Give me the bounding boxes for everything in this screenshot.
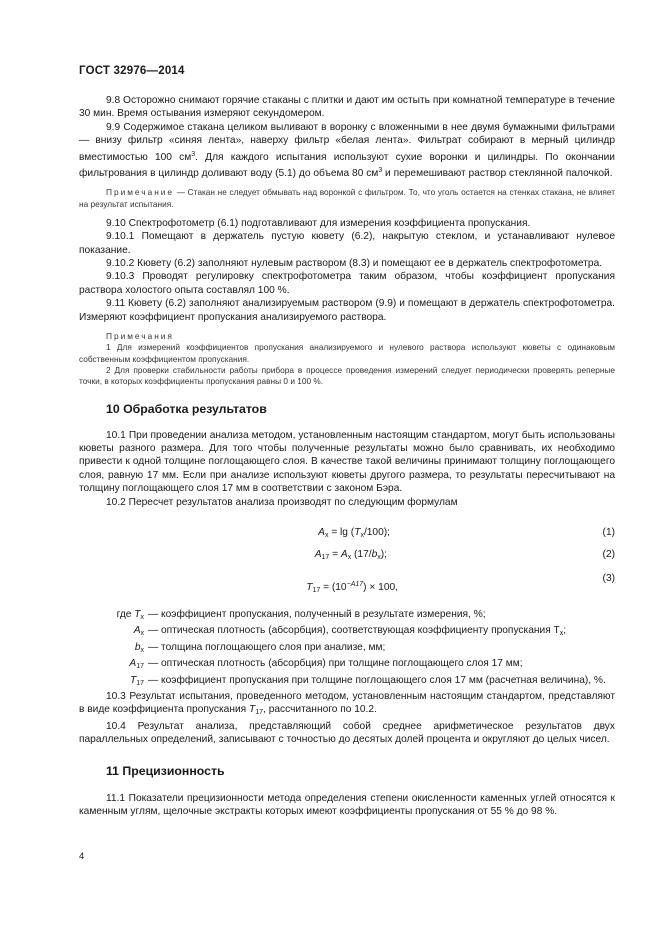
paragraph-10-3: 10.3 Результат испытания, проведенного методом, установленным настоящим стандартом, представляют в виде коэффициента пропускания $T_{17}$, рассчитанного по 10.2.	[79, 690, 615, 717]
paragraph-9-10: 9.10 Спектрофотометр (6.1) подготавливают для измерения коэффициента пропускания.	[106, 217, 531, 229]
formula-3	[79, 572, 615, 600]
paragraph-11-1: 11.1 Показатели прецизионности метода определения степени окисленности каменных углей относятся к каменным углям, щелочные экстракты которых имеют коэффициенты пропускания от 55 % до 98 %.	[79, 793, 615, 818]
paragraph-10-4: 10.4 Результат анализа, представляющий собой среднее арифметическое результатов двух параллельных определений, записывают с точностью до десятых долей процента и округляют до целых чисел.	[79, 720, 615, 746]
formula-3-number: (3)	[602, 572, 615, 584]
paragraph-9-8: 9.8 Осторожно снимают горячие стаканы с плитки и дают им остыть при комнатной температуре в течение 30 мин. Время остывания измеряют секундомером.	[79, 95, 615, 120]
section-11-heading: 11 Прецизионность	[106, 763, 225, 778]
definition-symbol: где $T_x$	[116, 608, 144, 621]
definition-row	[79, 674, 615, 690]
formula-1-expression: $A_x = \lg (T_x/100)$;	[318, 526, 390, 539]
note-text: — Стакан не следует обмывать над воронкой с фильтром. То, что уголь остается на стенках стакана, не влияет на результат испытания.	[79, 187, 615, 209]
definition-symbol: $A_x$	[133, 625, 144, 638]
note-2: 2 Для проверки стабильности работы прибора в процессе проведения измерений следует периодически проверять реперные точки, в которых коэффициенты пропускания равны 0 и 100 %.	[79, 364, 615, 386]
definitions-list	[79, 608, 615, 690]
formula-1	[79, 526, 615, 548]
formula-1-number: (1)	[602, 526, 615, 538]
formula-2-expression: $A_{17} = A_x$ $(17/b_x)$;	[314, 548, 387, 561]
superscript-3: 3	[378, 167, 383, 175]
document-header: ГОСТ 32976—2014	[79, 65, 185, 77]
definition-text: — коэффициент пропускания при толщине поглощающего слоя 17 мм (расчетная величина), %.	[148, 674, 606, 686]
note-1: 1 Для измерений коэффициентов пропускания анализируемого и нулевого раствора используют кюветы с одинаковым собственным коэффициентом пропускания.	[79, 342, 615, 364]
paragraph-9-11: 9.11 Кювету (6.2) заполняют анализируемым раствором (9.9) и помещают в держатель спектрофотометра. Измеряют коэффициент пропускания анализируемого раствора.	[79, 298, 615, 323]
definition-text: — оптическая плотность (абсорбция), соответствующая коэффициенту пропускания $T_x$;	[148, 625, 567, 638]
definition-symbol: $b_x$	[134, 641, 144, 654]
notes-heading: Примечания	[106, 331, 174, 342]
section-10-heading: 10 Обработка результатов	[106, 402, 267, 417]
paragraph-9-9	[79, 121, 615, 181]
notes-label	[79, 331, 615, 342]
paragraph-9-10-3: 9.10.3 Проводят регулировку спектрофотометра таким образом, чтобы коэффициент пропускания раствора холостого опыта составлял 100 %.	[79, 271, 615, 296]
definition-symbol: $A_{17}$	[129, 658, 144, 671]
definition-row	[79, 641, 615, 657]
paragraph-10-2: 10.2 Пересчет результатов анализа производят по следующим формулам	[106, 496, 458, 508]
paragraph-9-9-part-c: и перемешивают раствор стеклянной палочкой.	[382, 168, 613, 180]
definition-row	[79, 624, 615, 640]
paragraph-9-9-part-b: . Для каждого испытания используют сухие воронки и цилиндры. По окончании фильтрования в цилиндр доливают воду (5.1) до объема 80 см	[79, 151, 615, 180]
definition-row	[79, 608, 615, 624]
paragraph-9-10-1: 9.10.1 Помещают в держатель пустую кювету (6.2), накрытую стеклом, и устанавливают нулевое показание.	[79, 231, 615, 256]
formula-3-expression: $T_{17} = (10^{-A17}) \times 100$,	[306, 580, 398, 594]
definition-text: — толщина поглощающего слоя при анализе, мм;	[148, 641, 386, 653]
page-content	[79, 94, 615, 819]
note-label: Примечание	[106, 187, 175, 198]
definition-symbol: $T_{17}$	[129, 674, 144, 687]
note-9-9	[79, 187, 615, 209]
paragraph-9-9-part-a: 9.9 Содержимое стакана целиком выливают в воронку с вложенными в нее двумя бумажными фильтрами — внизу фильтр «синяя лента», наверху фильтр «белая лента». Фильтрат собирают в мерный цилиндр вместимостью 100 см	[79, 121, 615, 163]
definition-text: — коэффициент пропускания, полученный в результате измерения, %;	[148, 608, 486, 620]
definition-row	[79, 657, 615, 673]
paragraph-9-10-2: 9.10.2 Кювету (6.2) заполняют нулевым раствором (8.3) и помещают ее в держатель спектрофотометра.	[106, 258, 603, 270]
superscript-3: 3	[191, 150, 196, 158]
formula-2	[79, 548, 615, 570]
definition-text: — оптическая плотность (абсорбция) при толщине поглощающего слоя 17 мм;	[148, 658, 523, 670]
formula-2-number: (2)	[602, 548, 615, 560]
paragraph-10-1: 10.1 При проведении анализа методом, установленным настоящим стандартом, могут быть использованы кюветы разного размера. Для того чтобы полученные результаты можно было сравнивать, их необходимо привести к одной толщине поглощающего слоя. В качестве такой величины принимают толщину поглощающего слоя, равную 17 мм. Если при анализе используют кюветы другого размера, то результаты пересчитывают на толщину поглощающего слоя 17 мм в соответствии с законом Бэра.	[79, 429, 615, 495]
page-number: 4	[79, 851, 85, 862]
